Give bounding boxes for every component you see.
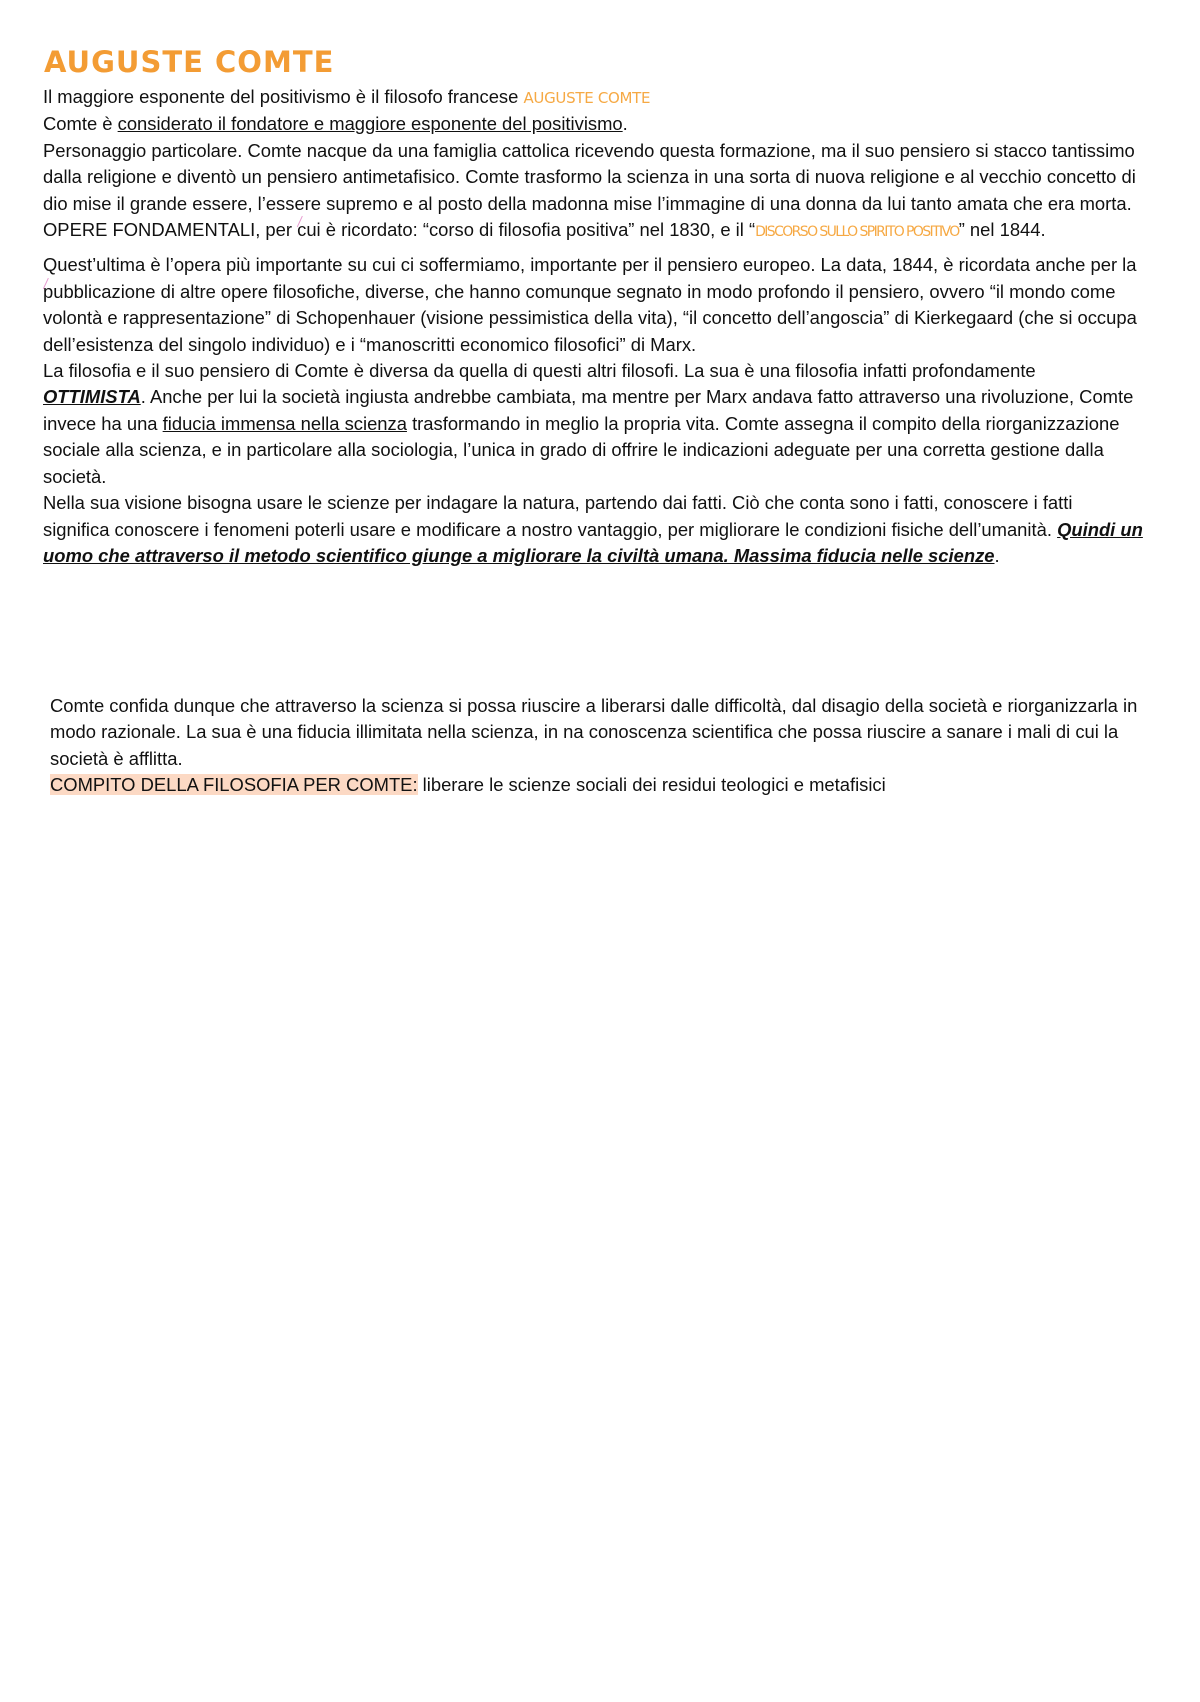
paragraph-trust: Comte confida dunque che attraverso la scienza si possa riuscire a liberarsi dalle difficoltà, dal disagio della società e riorganizzarla in modo razionale. La sua è una fiducia illimitata nella scienza, in na conoscenza scientifica che possa riuscire a sanare i mali di cui la società è afflitta. — [50, 695, 1138, 769]
paragraph-founder — [43, 111, 1143, 137]
paragraph-task — [50, 772, 1150, 798]
year-text-a: Quest’ultima è l’opera più importante su cui ci soffermiamo, importante per il pensiero europeo. La data, 1844, è ricordata anche per la — [43, 254, 1137, 276]
paragraph-science — [43, 490, 1143, 569]
works-text-marked: cui — [297, 219, 321, 241]
paragraph-1844 — [43, 252, 1143, 358]
works-text-a: OPERE FONDAMENTALI, per — [43, 219, 298, 241]
works-text-d: ” nel 1844. — [958, 219, 1046, 241]
founder-text-pre: Comte è — [43, 113, 118, 135]
optimism-bold-word: OTTIMISTA — [43, 386, 141, 408]
paragraph-biography: Personaggio particolare. Comte nacque da una famiglia cattolica ricevendo questa formazione, ma il suo pensiero si stacco tantissimo dalla religione e diventò un pensiero antimetafisico. Comte trasformo la scienza in una sorta di nuova religione e al vecchio concetto di dio mise il grande essere, l’essere supremo e al posto della madonna mise l’immagine di una donna da lui tanto amata che era morta. — [43, 139, 1136, 214]
optimism-text-c: trasformando in meglio la propria vita. Comte assegna il compito della riorganizzazione sociale alla scienza, e in particolare alla sociologia, l’unica in grado di offrire le indicazioni adeguate per una corretta gestione dalla società. — [43, 412, 1120, 487]
optimism-underlined: fiducia immensa nella scienza — [162, 412, 407, 434]
year-text-c: di altre opere filosofiche, diverse, che hanno comunque segnato in modo profondo il pensiero, ovvero “il mondo come volontà e rappresentazione” di Schopenhauer (visione pessimistica della vita), “il concetto dell’angoscia” di Kierkegaard (che si occupa dell’esistenza del singolo individuo) e i “manoscritti economico filosofici” di Marx. — [43, 280, 1137, 355]
science-bold-statement: Quindi un uomo che attraverso il metodo scientifico giunge a migliorare la civiltà umana. Massima fiducia nelle scienze — [43, 518, 1143, 566]
handwritten-work-title: DISCORSO SULLO SPIRITO POSITIVO — [755, 224, 959, 241]
second-text-block — [50, 693, 1150, 799]
paragraph-works — [43, 217, 1143, 245]
paragraph-optimism — [43, 358, 1143, 490]
paragraph-intro — [43, 84, 1143, 111]
highlighted-heading: COMPITO DELLA FILOSOFIA PER COMTE: — [50, 774, 418, 796]
optimism-text-b: . Anche per lui la società ingiusta andrebbe cambiata, ma mentre per Marx andava fatto attraverso una rivoluzione, Comte invece ha una — [43, 386, 1134, 434]
founder-text-post: . — [622, 113, 628, 135]
science-text-a: Nella sua visione bisogna usare le scienze per indagare la natura, partendo dai fatti. Ciò che conta sono i fatti, conoscere i fatti significa conoscere i fenomeni poterli usare e modificare a nostro vantaggio, per migliorare le condizioni fisiche dell’umanità. — [43, 492, 1073, 540]
page-title: AUGUSTE COMTE — [44, 45, 335, 79]
main-text-block — [43, 84, 1143, 569]
optimism-text-a: La filosofia e il suo pensiero di Comte è diversa da quella di questi altri filosofi. La sua è una filosofia infatti profondamente — [43, 360, 1036, 382]
intro-text: Il maggiore esponente del positivismo è il filosofo francese — [43, 86, 524, 107]
task-text: liberare le scienze sociali dei residui teologici e metafisici — [417, 774, 886, 796]
founder-underlined: considerato il fondatore e maggiore esponente del positivismo — [117, 113, 623, 135]
works-text-c: è ricordato: “corso di filosofia positiva” nel 1830, e il “ — [320, 219, 756, 241]
year-text-marked: pubblicazione — [43, 280, 156, 302]
science-text-b: . — [994, 544, 1000, 566]
handwritten-name: AUGUSTE COMTE — [523, 89, 651, 107]
